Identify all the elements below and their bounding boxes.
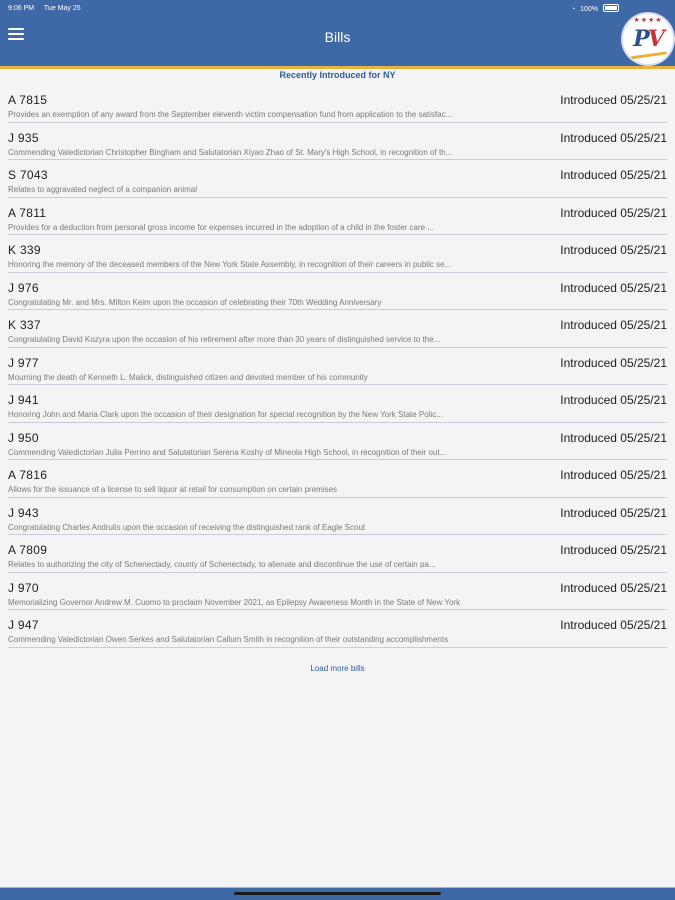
row-divider xyxy=(8,647,667,648)
bill-description: Memorializing Governor Andrew M. Cuomo to proclaim November 2021, as Epilepsy Awareness Month in the State of New York xyxy=(8,597,461,607)
row-divider xyxy=(8,497,667,498)
app-header xyxy=(0,0,675,69)
bill-row[interactable] xyxy=(0,611,675,649)
bill-id: K 339 xyxy=(8,243,41,257)
bill-id: A 7809 xyxy=(8,543,48,557)
bill-status: Introduced 05/25/21 xyxy=(560,505,667,520)
bill-id: J 943 xyxy=(8,505,39,520)
bill-description: Honoring the memory of the deceased members of the New York State Assembly, in recognition of their careers in public se... xyxy=(8,260,452,269)
row-divider xyxy=(8,197,667,198)
status-bar xyxy=(8,4,667,14)
bill-description: Commending Valedictorian Christopher Bingham and Salutatorian Xiyao Zhao of St. Mary's High School, in recognition of th... xyxy=(8,147,453,157)
row-divider xyxy=(8,422,667,423)
bill-id: J 935 xyxy=(8,130,39,145)
bill-status: Introduced 05/25/21 xyxy=(560,580,667,595)
section-title: Recently Introduced for NY xyxy=(279,70,396,80)
row-divider xyxy=(8,572,667,573)
bill-id: A 7815 xyxy=(8,93,48,107)
bill-description: Honoring John and Maria Clark upon the occasion of their designation for special recognition by the New York State Polic... xyxy=(8,410,443,419)
bill-id: A 7811 xyxy=(8,205,47,220)
bill-status: Introduced 05/25/21 xyxy=(560,243,667,257)
bill-description: Congratulating Mr. and Mrs. Milton Keim upon the occasion of celebrating their 70th Wedding Anniversary xyxy=(8,297,382,307)
bill-status: Introduced 05/25/21 xyxy=(560,318,667,332)
bill-status: Introduced 05/25/21 xyxy=(560,355,667,370)
row-divider xyxy=(8,459,667,460)
bill-row[interactable] xyxy=(0,499,675,537)
row-divider xyxy=(8,347,667,348)
home-indicator[interactable] xyxy=(234,892,441,895)
row-divider xyxy=(8,122,667,123)
bill-status: Introduced 05/25/21 xyxy=(560,93,667,107)
bill-status: Introduced 05/25/21 xyxy=(560,393,667,407)
bill-status: Introduced 05/25/21 xyxy=(560,468,667,482)
bottom-bar xyxy=(0,887,675,900)
bill-id: J 976 xyxy=(8,280,39,295)
bill-row[interactable] xyxy=(0,536,675,574)
bill-id: A 7816 xyxy=(8,468,48,482)
bill-description: Relates to aggravated neglect of a companion animal xyxy=(8,185,198,194)
bill-status: Introduced 05/25/21 xyxy=(560,618,667,632)
bill-row[interactable] xyxy=(0,161,675,199)
bill-row[interactable] xyxy=(0,236,675,274)
bill-id: J 977 xyxy=(8,355,39,370)
row-divider xyxy=(8,309,667,310)
bill-description: Mourning the death of Kenneth L. Malick, distinguished citizen and devoted member of his community xyxy=(8,372,368,382)
bill-id: S 7043 xyxy=(8,168,48,182)
bill-row[interactable] xyxy=(0,424,675,462)
bill-status: Introduced 05/25/21 xyxy=(560,430,667,445)
load-more-button[interactable]: Load more bills xyxy=(310,664,365,673)
bill-id: J 950 xyxy=(8,430,39,445)
row-divider xyxy=(8,384,667,385)
row-divider xyxy=(8,234,667,235)
row-divider xyxy=(8,534,667,535)
bill-status: Introduced 05/25/21 xyxy=(560,168,667,182)
bill-id: J 947 xyxy=(8,618,39,632)
bill-id: K 337 xyxy=(8,318,41,332)
app-logo xyxy=(623,14,673,64)
battery-percent: 100% xyxy=(580,6,599,13)
bill-status: Introduced 05/25/21 xyxy=(560,130,667,145)
bill-list xyxy=(0,86,675,649)
bill-description: Relates to authorizing the city of Schenectady, county of Schenectady, to alienate and discontinue the use of certain pa... xyxy=(8,560,436,569)
bill-description: Provides an exemption of any award from the September eleventh victim compensation fund from application to the satisfac... xyxy=(8,110,453,119)
bill-row[interactable] xyxy=(0,574,675,612)
logo-monogram: PV xyxy=(633,26,663,52)
bill-row[interactable] xyxy=(0,349,675,387)
bill-description: Congratulating David Kozyra upon the occasion of his retirement after more than 30 years of distinguished service to the... xyxy=(8,335,441,344)
bill-status: Introduced 05/25/21 xyxy=(560,205,667,220)
wifi-icon: ◔ xyxy=(570,6,576,13)
bill-row[interactable] xyxy=(0,199,675,237)
bill-description: Commending Valedictorian Owen Serkes and Salutatorian Callum Smith in recognition of their outstanding accomplishments xyxy=(8,635,449,644)
status-time: 9:06 PM xyxy=(8,5,35,12)
row-divider xyxy=(8,609,667,610)
bill-row[interactable] xyxy=(0,311,675,349)
bill-description: Provides for a deduction from personal gross income for expenses incurred in the adoption of a child in the foster care ... xyxy=(8,222,435,232)
logo-swoosh xyxy=(629,51,667,59)
bill-row[interactable] xyxy=(0,461,675,499)
bill-status: Introduced 05/25/21 xyxy=(560,543,667,557)
bill-description: Allows for the issuance of a license to sell liquor at retail for consumption on certain premises xyxy=(8,485,338,494)
battery-icon xyxy=(603,4,619,12)
bill-description: Congratulating Charles Andrulis upon the occasion of receiving the distinguished rank of Eagle Scout xyxy=(8,522,366,532)
bill-status: Introduced 05/25/21 xyxy=(560,280,667,295)
bill-id: J 970 xyxy=(8,580,39,595)
bill-row[interactable] xyxy=(0,86,675,124)
bill-row[interactable] xyxy=(0,124,675,162)
bill-row[interactable] xyxy=(0,386,675,424)
bill-row[interactable] xyxy=(0,274,675,312)
row-divider xyxy=(8,272,667,273)
bill-id: J 941 xyxy=(8,393,39,407)
bill-description: Commending Valedictorian Julia Perrino and Salutatorian Serena Koshy of Mineola High School, in recognition of their out... xyxy=(8,447,447,457)
stars-icon: ★★★★ xyxy=(633,17,663,24)
row-divider xyxy=(8,159,667,160)
page-title: Bills xyxy=(324,29,351,45)
status-date: Tue May 25 xyxy=(43,5,81,12)
